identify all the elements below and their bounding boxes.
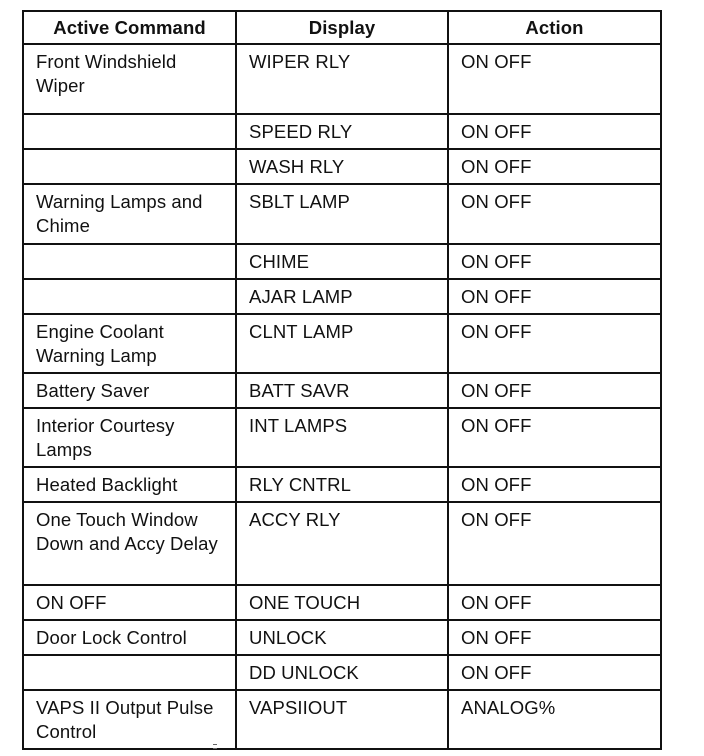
- command-cell: [23, 149, 236, 184]
- display-cell: DD UNLOCK: [236, 655, 448, 690]
- table-row: [23, 655, 661, 690]
- display-cell: ACCY RLY: [236, 502, 448, 585]
- command-cell: [23, 279, 236, 314]
- action-cell: ON OFF: [448, 244, 661, 279]
- action-cell: ON OFF: [448, 184, 661, 244]
- display-cell: UNLOCK: [236, 620, 448, 655]
- command-cell: [23, 244, 236, 279]
- display-cell: CHIME: [236, 244, 448, 279]
- display-cell: RLY CNTRL: [236, 467, 448, 502]
- action-cell: ON OFF: [448, 149, 661, 184]
- action-cell: ON OFF: [448, 620, 661, 655]
- command-cell: Battery Saver: [23, 373, 236, 408]
- action-cell: ON OFF: [448, 467, 661, 502]
- table-row: [23, 44, 661, 114]
- table-row: [23, 408, 661, 467]
- display-cell: SPEED RLY: [236, 114, 448, 149]
- table-row: [23, 585, 661, 620]
- action-cell: ON OFF: [448, 502, 661, 585]
- header-row: [23, 11, 661, 44]
- header-display: Display: [236, 11, 448, 44]
- display-cell: INT LAMPS: [236, 408, 448, 467]
- table-row: [23, 690, 661, 749]
- command-cell: Engine Coolant Warning Lamp: [23, 314, 236, 373]
- command-cell: Heated Backlight: [23, 467, 236, 502]
- command-cell: Door Lock Control: [23, 620, 236, 655]
- command-cell: Interior Courtesy Lamps: [23, 408, 236, 467]
- display-cell: VAPSIIOUT: [236, 690, 448, 749]
- display-cell: AJAR LAMP: [236, 279, 448, 314]
- action-cell: ON OFF: [448, 279, 661, 314]
- command-cell: One Touch Window Down and Accy Delay: [23, 502, 236, 585]
- table-row: [23, 467, 661, 502]
- display-cell: ONE TOUCH: [236, 585, 448, 620]
- command-cell: Warning Lamps and Chime: [23, 184, 236, 244]
- table-row: [23, 279, 661, 314]
- command-cell: VAPS II Output Pulse Control: [23, 690, 236, 749]
- table-row: [23, 149, 661, 184]
- table-row: [23, 620, 661, 655]
- command-cell: ON OFF: [23, 585, 236, 620]
- command-cell: Front Windshield Wiper: [23, 44, 236, 114]
- display-cell: SBLT LAMP: [236, 184, 448, 244]
- table-row: [23, 314, 661, 373]
- action-cell: ON OFF: [448, 655, 661, 690]
- action-cell: ON OFF: [448, 114, 661, 149]
- scan-mark: [213, 744, 217, 745]
- scan-mark: [213, 748, 217, 749]
- action-cell: ON OFF: [448, 408, 661, 467]
- header-active-command: Active Command: [23, 11, 236, 44]
- table-row: [23, 502, 661, 585]
- table-row: [23, 373, 661, 408]
- display-cell: WASH RLY: [236, 149, 448, 184]
- table-row: [23, 114, 661, 149]
- table-row: [23, 184, 661, 244]
- command-cell: [23, 114, 236, 149]
- action-cell: ON OFF: [448, 585, 661, 620]
- display-cell: WIPER RLY: [236, 44, 448, 114]
- table-row: [23, 244, 661, 279]
- action-cell: ON OFF: [448, 314, 661, 373]
- header-action: Action: [448, 11, 661, 44]
- display-cell: CLNT LAMP: [236, 314, 448, 373]
- action-cell: ON OFF: [448, 373, 661, 408]
- command-cell: [23, 655, 236, 690]
- action-cell: ON OFF: [448, 44, 661, 114]
- display-cell: BATT SAVR: [236, 373, 448, 408]
- command-table: [22, 10, 662, 750]
- action-cell: ANALOG%: [448, 690, 661, 749]
